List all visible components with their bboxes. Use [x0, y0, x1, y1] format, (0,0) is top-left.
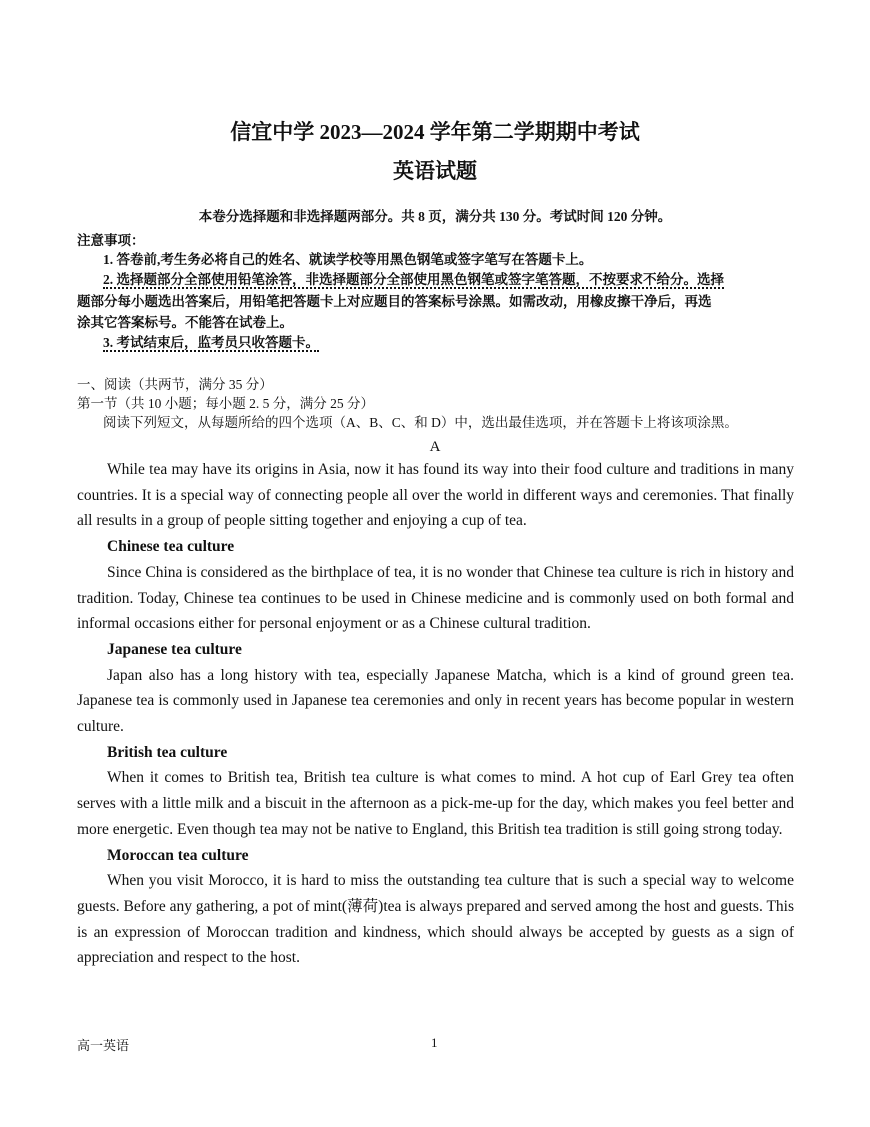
heading-moroccan-tea: Moroccan tea culture	[107, 846, 249, 864]
heading-japanese-tea: Japanese tea culture	[107, 640, 242, 658]
section-instruction: 阅读下列短文，从每题所给的四个选项（A、B、C、和 D）中，选出最佳选项，并在答题卡上将该项涂黑。	[103, 415, 738, 430]
notes-heading: 注意事项：	[77, 233, 145, 248]
section-sub: 第一节（共 10 小题；每小题 2. 5 分，满分 25 分）	[77, 396, 374, 411]
footer-page-number: 1	[431, 1035, 438, 1050]
note-3	[77, 333, 794, 353]
exam-subtitle: 英语试题	[393, 159, 477, 183]
exam-title: 信宜中学 2023—2024 学年第二学期期中考试	[230, 120, 640, 144]
footer-subject: 高一英语	[77, 1038, 130, 1053]
passage-intro: While tea may have its origins in Asia, now it has found its way into their food culture and traditions in many countries. It is a special way of connecting people all over the world in different ways and ceremonies. That finally all results in a group of people sitting together and enjoying a cup of tea.	[77, 461, 794, 530]
paragraph-chinese-tea: Since China is considered as the birthplace of tea, it is no wonder that Chinese tea culture is rich in history and tradition. Today, Chinese tea continues to be used in Chinese medicine and is commonly used on both formal and informal occasions either for personal enjoyment or as a Chinese cultural tradition.	[77, 563, 794, 633]
exam-intro: 本卷分选择题和非选择题两部分。共 8 页，满分共 130 分。考试时间 120 分钟。	[198, 209, 672, 224]
paragraph-japanese-tea: Japan also has a long history with tea, especially Japanese Matcha, which is a kind of ground green tea. Japanese tea is commonly used in Japanese tea ceremonies and only in recent years has become popular in western culture.	[77, 666, 794, 736]
paragraph-british-tea: When it comes to British tea, British tea culture is what comes to mind. A hot cup of Earl Grey tea often serves with a little milk and a biscuit in the afternoon as a pick-me-up for the day, which makes you feel better and more energetic. Even though tea may not be native to England, this British tea tradition is still going strong today.	[77, 769, 794, 838]
note-3-text: 3. 考试结束后，监考员只收答题卡。	[103, 335, 319, 350]
note-1: 1. 答卷前,考生务必将自己的姓名、就读学校等用黑色钢笔或签字笔写在答题卡上。	[103, 252, 593, 267]
passage-a	[77, 457, 794, 971]
section-part: 一、阅读（共两节，满分 35 分）	[77, 377, 273, 392]
note-2-line-3: 涂其它答案标号。不能答在试卷上。	[77, 315, 293, 330]
heading-chinese-tea: Chinese tea culture	[107, 538, 235, 556]
heading-british-tea: British tea culture	[107, 743, 228, 761]
note-2-text: 2. 选择题部分全部使用铅笔涂答，非选择题部分全部使用黑色钢笔或签字笔答题，不按要求不给分。选择	[103, 272, 724, 287]
note-2-line-1	[77, 270, 794, 290]
paragraph-moroccan-tea: When you visit Morocco, it is hard to miss the outstanding tea culture that is such a special way to welcome guests. Before any gathering, a pot of mint(薄荷)tea is always prepared and served among the host and guests. This is an expression of Moroccan tradition and kindness, which should always be accepted by guests as a sign of appreciation and respect to the host.	[77, 872, 794, 967]
note-2-line-2: 题部分每小题选出答案后，用铅笔把答题卡上对应题目的答案标号涂黑。如需改动，用橡皮擦干净后，再选	[77, 294, 712, 309]
passage-label: A	[429, 439, 441, 455]
